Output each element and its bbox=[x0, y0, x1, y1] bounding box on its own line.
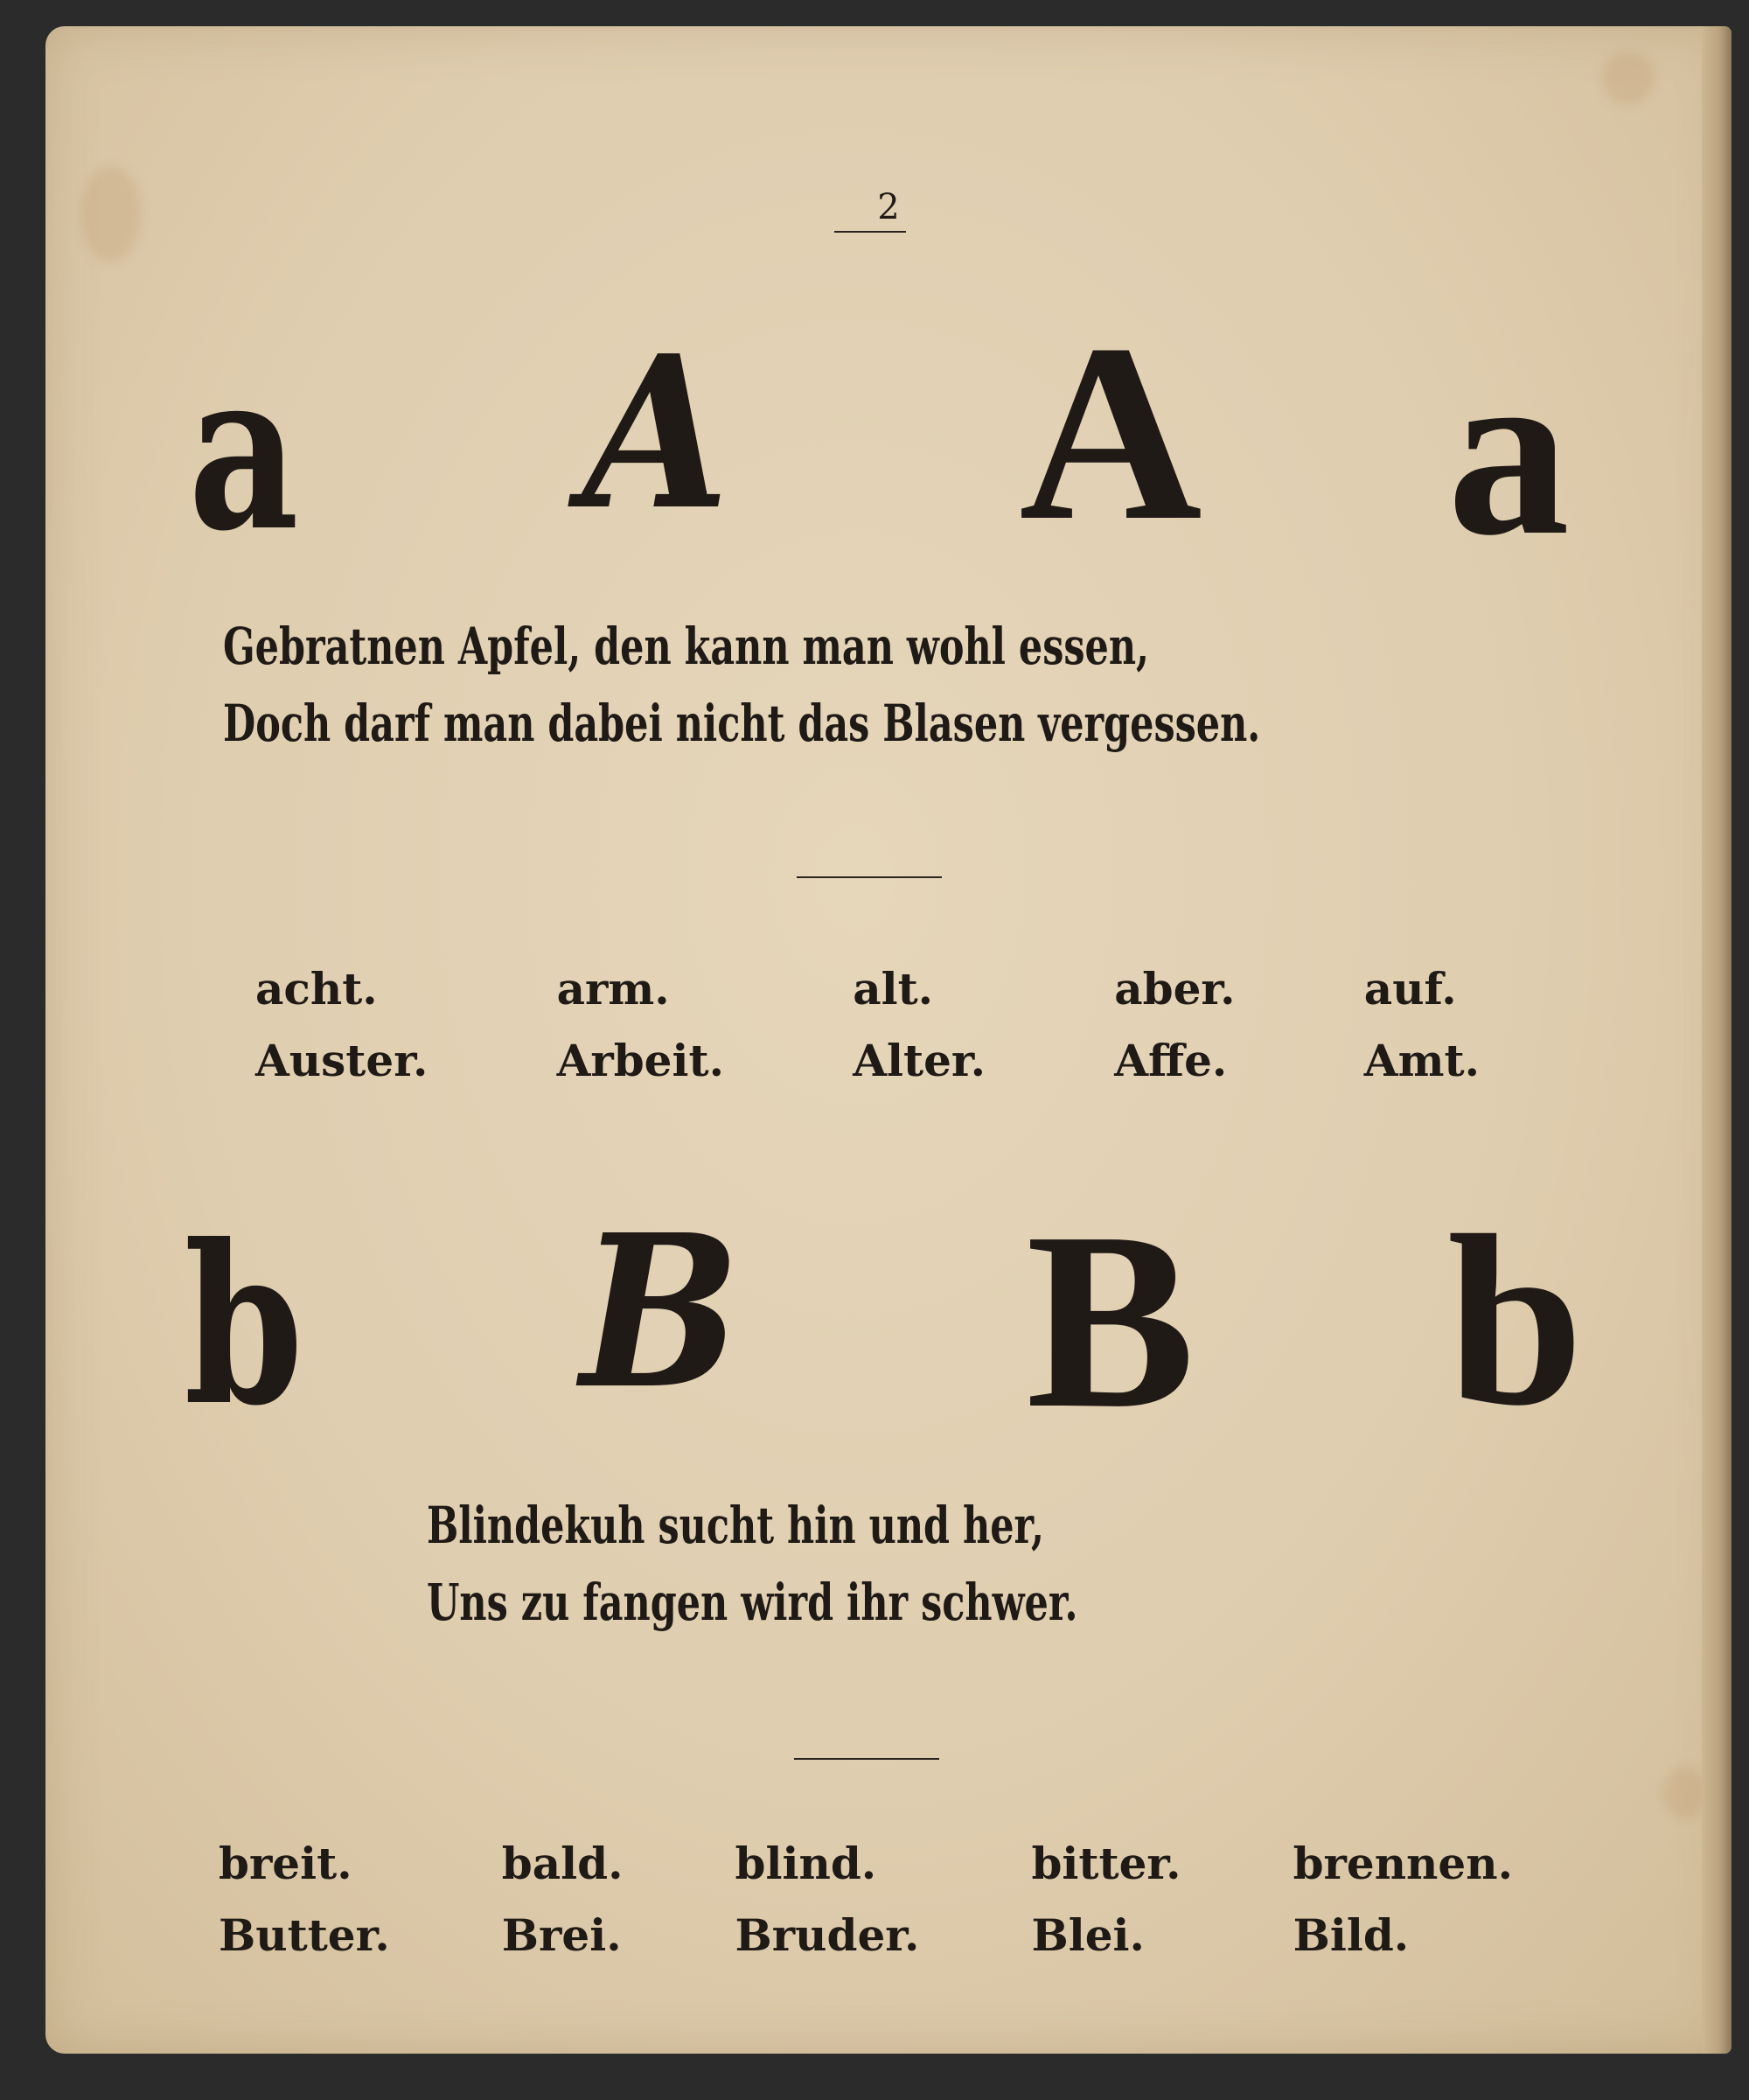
word-small: alt. bbox=[853, 963, 934, 1015]
word-small: breit. bbox=[219, 1838, 352, 1889]
word-column bbox=[1293, 1828, 1513, 1971]
page-spine-edge bbox=[1702, 26, 1732, 2054]
verse-a bbox=[223, 608, 1260, 762]
word-column bbox=[502, 1828, 624, 1971]
section-a-divider bbox=[797, 876, 942, 878]
word-column bbox=[1364, 953, 1480, 1097]
word-column bbox=[1031, 1828, 1181, 1971]
word-capital: Brei. bbox=[501, 1909, 622, 1961]
word-column bbox=[219, 1828, 390, 1971]
verse-b bbox=[427, 1487, 1077, 1641]
word-capital: Butter. bbox=[219, 1909, 390, 1961]
word-list-a bbox=[255, 953, 1480, 1097]
letter-b-fraktur-lower: b bbox=[184, 1197, 303, 1454]
word-small: acht. bbox=[255, 963, 378, 1015]
word-capital: Auster. bbox=[255, 1035, 429, 1086]
word-small: aber. bbox=[1114, 963, 1236, 1015]
word-capital: Blei. bbox=[1031, 1909, 1145, 1961]
letter-a-roman-upper: A bbox=[1019, 292, 1202, 573]
word-small: blind. bbox=[735, 1838, 877, 1889]
word-column bbox=[255, 953, 428, 1097]
word-column bbox=[853, 953, 986, 1097]
page-number: 2 bbox=[877, 187, 900, 227]
word-capital: Affe. bbox=[1114, 1035, 1228, 1086]
letter-b-fraktur-upper: B bbox=[580, 1189, 741, 1435]
word-small: bald. bbox=[501, 1838, 624, 1889]
section-b-divider bbox=[794, 1758, 939, 1760]
verse-b-line-1: Blindekuh sucht hin und her, bbox=[427, 1496, 1044, 1555]
paper-stain bbox=[1602, 52, 1655, 105]
letter-a-fraktur-upper: A bbox=[582, 310, 729, 556]
word-capital: Amt. bbox=[1363, 1035, 1480, 1086]
word-capital: Arbeit. bbox=[556, 1035, 724, 1086]
word-list-b bbox=[219, 1828, 1513, 1971]
word-column bbox=[1114, 953, 1235, 1097]
word-capital: Alter. bbox=[853, 1035, 986, 1086]
word-small: auf. bbox=[1363, 963, 1457, 1015]
verse-a-line-1: Gebratnen Apfel, den kann man wohl essen, bbox=[223, 617, 1150, 676]
paper-stain bbox=[1663, 1767, 1707, 1819]
verse-b-line-2: Uns zu fangen wird ihr schwer. bbox=[427, 1573, 1078, 1632]
page-number-underline bbox=[834, 231, 906, 233]
word-small: bitter. bbox=[1031, 1838, 1181, 1889]
word-small: arm. bbox=[556, 963, 670, 1015]
word-capital: Bruder. bbox=[735, 1909, 920, 1961]
word-small: brennen. bbox=[1293, 1838, 1513, 1889]
verse-a-line-2: Doch darf man dabei nicht das Blasen vergessen. bbox=[223, 694, 1261, 753]
word-column bbox=[557, 953, 724, 1097]
letter-a-fraktur-lower: a bbox=[188, 322, 299, 579]
word-capital: Bild. bbox=[1293, 1909, 1410, 1961]
letter-b-roman-lower: b bbox=[1447, 1184, 1584, 1456]
letter-b-roman-upper: B bbox=[1026, 1180, 1195, 1461]
word-column bbox=[735, 1828, 920, 1971]
letter-a-roman-lower: a bbox=[1447, 314, 1570, 586]
